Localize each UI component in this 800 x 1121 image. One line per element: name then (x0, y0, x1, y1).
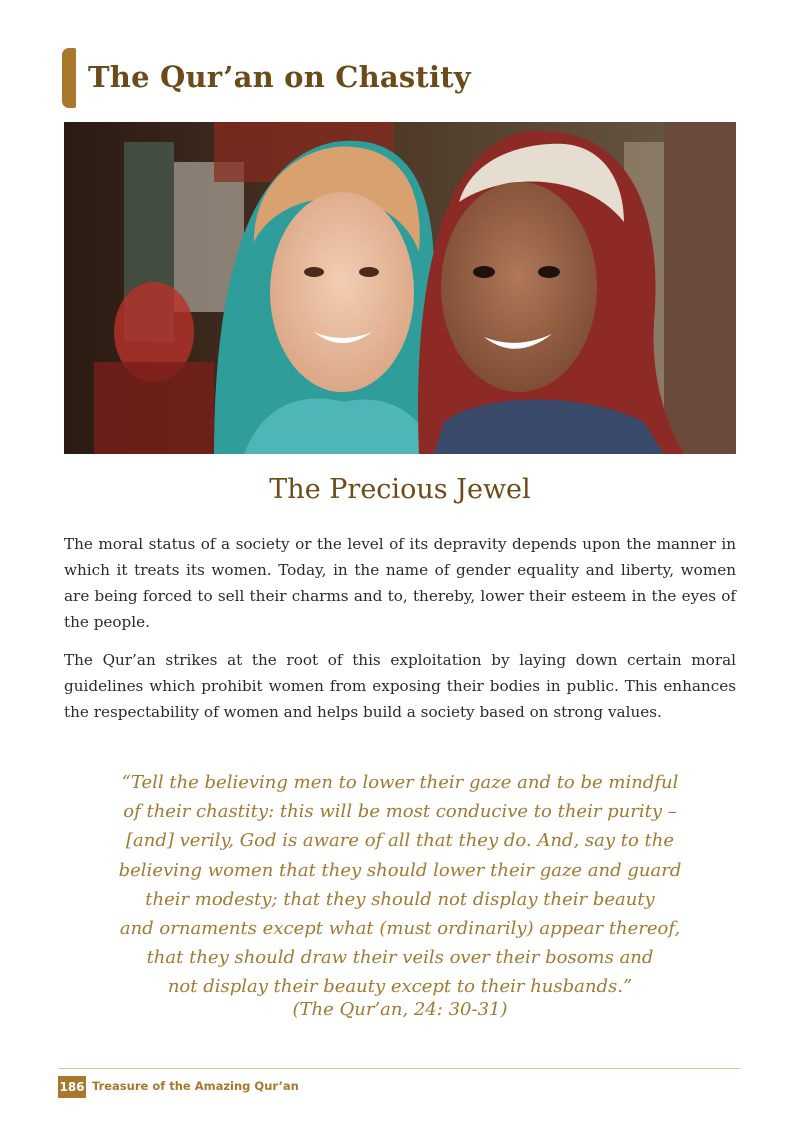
quote-line: that they should draw their veils over their bosoms and (146, 947, 654, 969)
quran-quote (84, 768, 716, 1002)
quote-line: believing women that they should lower their gaze and guard (118, 859, 682, 881)
page-number: 186 (58, 1076, 86, 1098)
body-paragraph-2: The Qur’an strikes at the root of this exploitation by laying down certain moral guidelines which prohibit women from exposing their bodies in public. This enhances the respectability of women and helps build a society based on strong values. (64, 651, 736, 721)
section-heading: The Precious Jewel (269, 474, 531, 505)
quote-line: [and] verily, God is aware of all that they do. And, say to the (125, 830, 675, 852)
quote-line: not display their beauty except to their husbands.” (167, 976, 633, 998)
quote-line: and ornaments except what (must ordinarily) appear thereof, (119, 918, 681, 940)
page-title: The Qur’an on Chastity (88, 60, 471, 94)
quote-citation: (The Qur’an, 24: 30-31) (292, 999, 508, 1020)
quote-line: “Tell the believing men to lower their gaze and to be mindful (121, 772, 679, 793)
body-paragraph-1: The moral status of a society or the level of its depravity depends upon the manner in which it treats its women. Today, in the name of gender equality and liberty, women are being forced to sell their charms and to, thereby, lower their esteem in the eyes of the people. (64, 535, 736, 631)
photo-two-women (64, 122, 736, 454)
quote-line: of their chastity: this will be most conducive to their purity – (123, 801, 677, 823)
quote-line: their modesty; that they should not display their beauty (145, 888, 655, 910)
footer-divider (58, 1068, 740, 1069)
photo-illustration (64, 122, 736, 454)
title-accent-bar (62, 48, 76, 108)
footer-book-title: Treasure of the Amazing Qur’an (92, 1079, 299, 1093)
